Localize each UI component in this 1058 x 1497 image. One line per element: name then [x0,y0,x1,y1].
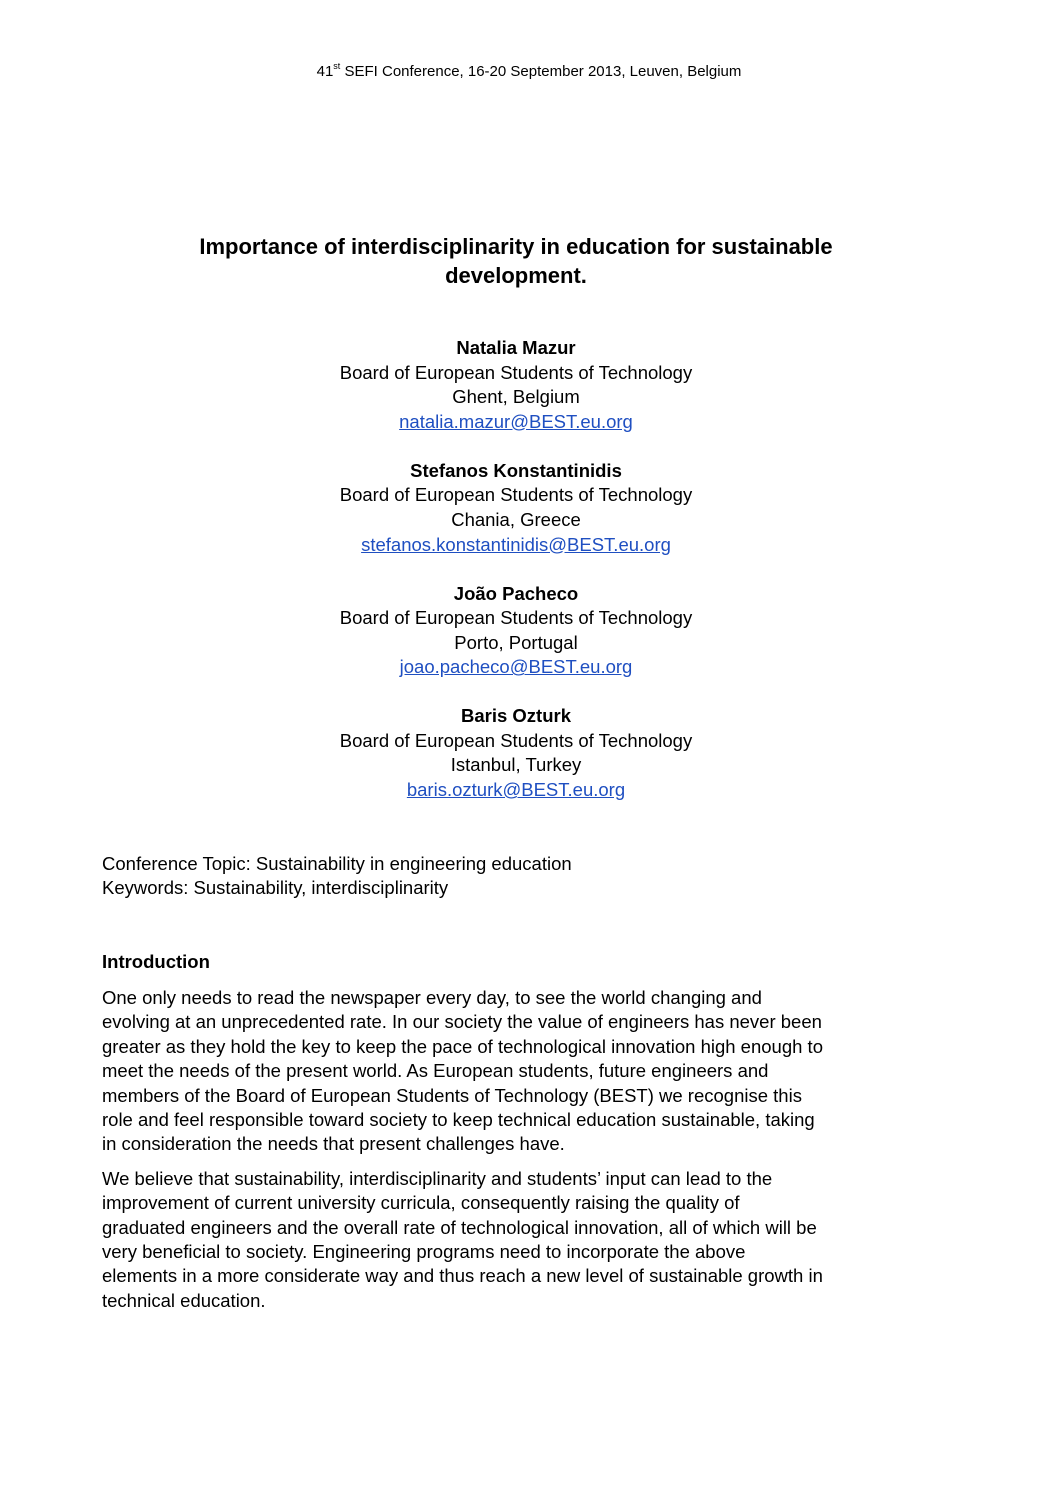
author-affiliation: Board of European Students of Technology [339,361,693,383]
text-line: meet the needs of the present world. As European students, future engineers and [102,1060,769,1082]
author-name: João Pacheco [453,582,579,604]
author-block [0,582,1032,680]
conference-header [0,62,1058,82]
paper-title [110,232,922,290]
author-name: Natalia Mazur [456,337,576,358]
body-paragraph [102,986,954,1157]
text-line: One only needs to read the newspaper every day, to see the world changing and [102,987,762,1008]
conference-header-text: SEFI Conference, 16-20 September 2013, Leuven, Belgium [340,63,742,80]
paper-title-line: Importance of interdisciplinarity in education for sustainable [199,234,833,259]
conference-ordinal: 41 [316,63,334,80]
author-location: Ghent, Belgium [452,386,580,408]
text-line: graduated engineers and the overall rate of technological innovation, all of which will be [102,1216,817,1238]
section-heading-introduction: Introduction [102,951,210,972]
introduction-body [102,986,954,1323]
text-line: technical education. [102,1289,266,1311]
author-location: Porto, Portugal [454,631,578,653]
author-name: Stefanos Konstantinidis [410,459,622,481]
text-line: very beneficial to society. Engineering programs need to incorporate the above [102,1241,746,1263]
author-block [0,336,1032,434]
author-location: Istanbul, Turkey [450,754,582,776]
author-name: Baris Ozturk [460,705,571,727]
author-list [0,336,1032,827]
text-line: elements in a more considerate way and thus reach a new level of sustainable growth in [102,1265,823,1287]
keywords: Keywords: Sustainability, interdisciplinarity [102,877,449,899]
author-location: Chania, Greece [451,508,581,530]
author-block [0,459,1032,557]
author-email-link[interactable]: stefanos.konstantinidis@BEST.eu.org [361,533,671,555]
paper-metadata [102,852,962,901]
author-affiliation: Board of European Students of Technology [339,484,693,506]
text-line: role and feel responsible toward society to keep technical education sustainable, taking [102,1109,815,1131]
text-line: in consideration the needs that present challenges have. [102,1133,565,1155]
author-affiliation: Board of European Students of Technology [339,607,693,629]
author-affiliation: Board of European Students of Technology [339,729,693,751]
text-line: members of the Board of European Students of Technology (BEST) we recognise this [102,1084,802,1106]
author-email-link[interactable]: natalia.mazur@BEST.eu.org [399,410,633,432]
author-block [0,704,1032,802]
text-line: greater as they hold the key to keep the pace of technological innovation high enough to [102,1035,823,1057]
body-paragraph [102,1167,954,1313]
paper-title-line: development. [445,263,587,288]
text-line: evolving at an unprecedented rate. In our society the value of engineers has never been [102,1011,822,1033]
text-line: improvement of current university curricula, consequently raising the quality of [102,1192,740,1214]
conference-topic: Conference Topic: Sustainability in engineering education [102,853,572,874]
author-email-link[interactable]: joao.pacheco@BEST.eu.org [399,656,633,678]
conference-ordinal-suffix: st [333,61,341,71]
text-line: We believe that sustainability, interdisciplinarity and students’ input can lead to the [102,1167,773,1189]
author-email-link[interactable]: baris.ozturk@BEST.eu.org [406,779,626,801]
